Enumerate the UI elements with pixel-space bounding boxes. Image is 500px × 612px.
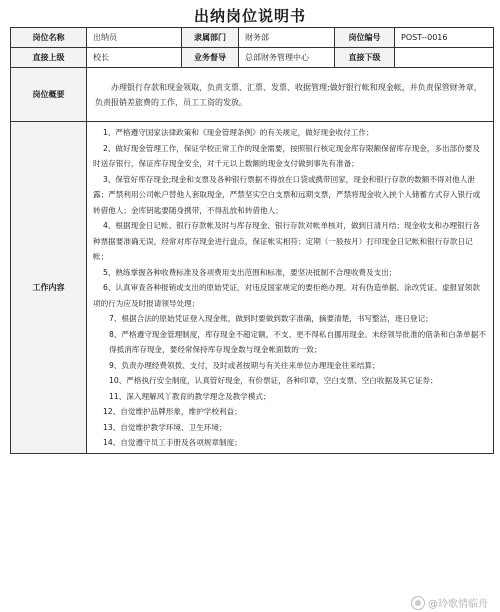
value-department: 财务部	[239, 28, 335, 48]
duty-item: 3、保管好库存现金;现金和支票及各种银行票据不得放在口袋或携带回家，现金和银行存款的数额不得对他人泄露；严禁利用公司帐户替他人套取现金，严禁坚实空白支票和远期支票，严禁将现金收入挟个人储蓄方式存入银行或转借他人；金库钥匙要随身携带，不得乱放和转借他人；	[93, 174, 481, 215]
duty-item: 2、做好现金管理工作，保证学校正常工作的现金需要，按照银行核定现金库存限额保留库存现金，多出部份要及时送存银行，保证库存现金安全，对千元以上数额的现金支付做到事先有准备；	[93, 143, 480, 168]
label-business-supervisor: 业务督导	[182, 48, 239, 68]
duty-item: 5、熟练掌握各种收费标准及各项费用支出范围和标准，要坚决抵制不合理收费及支出；	[103, 267, 397, 277]
duty-item: 9、负责办理经费领拨、支付，及时或者按期与有关往来单位办理现金往来结算；	[109, 360, 380, 370]
duty-item: 7、根据合法的原始凭证登入现金账，做到时要做到数字准确，摘要清楚，书写整洁，逐日登记；	[109, 314, 433, 323]
value-position: 出纳员	[87, 28, 182, 48]
label-department: 隶属部门	[182, 28, 239, 48]
value-position-code: POST--0016	[395, 28, 494, 48]
page-title: 出纳岗位说明书	[193, 7, 306, 25]
duty-item: 6、认真审查各种报销或支出的原始凭证，对违反国家规定的要拒绝办理。对有伪造单据、涂改凭证、虚报冒领款项的行为应及时报请领导处理；	[93, 283, 480, 308]
value-direct-superior: 校长	[87, 48, 182, 68]
watermark-text: @玲歌情临舟	[428, 599, 488, 610]
label-summary: 岗位概要	[11, 68, 87, 122]
duty-item: 1、严格遵守国家法律政策和《现金管理条例》的有关规定，做好现金收付工作；	[103, 128, 374, 137]
duty-item: 4、根据现金日记帐、银行存款帐及时与库存现金、银行存款对帐单核对，做到日清月结；现金收支和办理银行各种票据要准确无误，经常对库存现金进行盘点，保证帐实相符；定期（一般按月）打印现金日记帐和银行存款日记帐；	[93, 221, 480, 261]
duties-row	[11, 122, 494, 454]
value-direct-subordinate	[395, 48, 494, 68]
logo-icon	[411, 596, 425, 610]
label-position: 岗位名称	[11, 28, 87, 48]
duty-item: 14、自觉遵守员工手册及各项规章制度；	[103, 438, 242, 447]
label-duties: 工作内容	[11, 122, 87, 454]
duty-item: 8、严格遵守现金管理制度，库存现金不超定额，不支、更不得私自挪用现金。未经领导批准的借条和白条单据不得抵消库存现金，要经常保持库存现金数与现金帐面数的一致；	[109, 329, 486, 354]
duty-item: 10、严格执行安全制度，认真管好现金，有价票证，各种印章，空白支票、空白收据及其它证券；	[109, 376, 438, 385]
value-business-supervisor: 总部财务管理中心	[239, 48, 335, 68]
duty-item: 13、自觉维护教学环境、卫生环境；	[103, 422, 227, 432]
summary-text: 办理银行存款和现金领取，负责支票、汇票、发票、收据管理;做好银行帐和现金帐，并负责保管财务章，负责报销差旅费的工作，员工工资的发放。	[87, 68, 494, 122]
duty-item: 11、深入理解风丫教育的教学理念及教学模式；	[109, 391, 271, 401]
duty-item: 12、自觉维护品牌形象，维护学校利益；	[103, 407, 242, 416]
label-direct-superior: 直接上级	[11, 48, 87, 68]
label-position-code: 岗位编号	[335, 28, 395, 48]
header-row-2	[11, 48, 494, 68]
job-description-table	[10, 27, 494, 454]
duties-list	[87, 122, 494, 454]
label-direct-subordinate: 直接下级	[335, 48, 395, 68]
summary-row	[11, 68, 494, 122]
header-row-1	[11, 28, 494, 48]
watermark	[411, 595, 488, 610]
